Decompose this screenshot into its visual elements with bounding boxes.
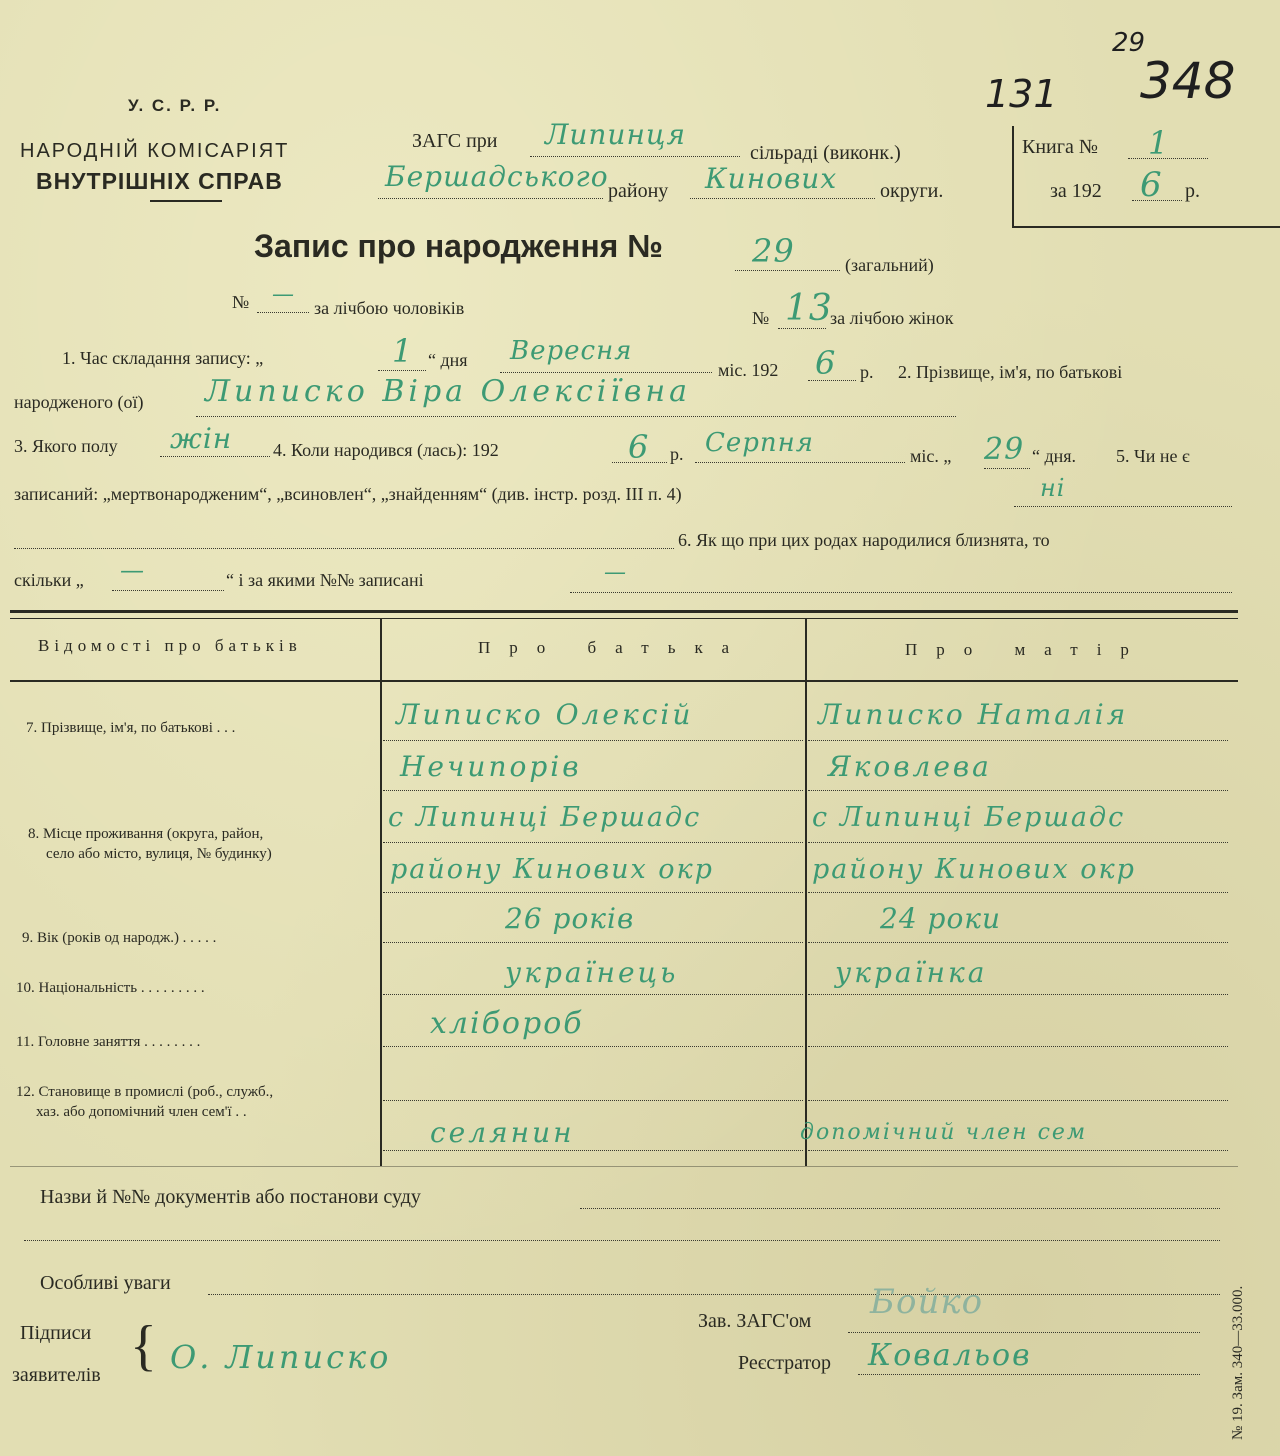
book-box-left [1012, 126, 1014, 226]
table-header-col3: Про матір [905, 640, 1148, 659]
f1-r: р. [860, 362, 874, 382]
table-rowline-3b [808, 842, 1228, 843]
f1-month-value: Вересня [510, 336, 633, 366]
f4-month-value: Серпня [705, 428, 815, 458]
table-rowline-8a [383, 1100, 803, 1101]
f6-numbers-line [570, 592, 1232, 593]
table-rowline-3a [383, 842, 803, 843]
table-row-label-11: 11. Головне заняття . . . . . . . . [16, 1034, 201, 1050]
f6-line2a: скільки „ [14, 570, 84, 590]
table-row-label-8b: село або місто, вулиця, № будинку) [46, 846, 272, 862]
f1-day-line [378, 370, 426, 371]
table-rowline-5b [808, 942, 1228, 943]
docs-line-2 [24, 1240, 1220, 1241]
zags-village-line [530, 156, 740, 157]
female-count-label: за лічбою жінок [830, 308, 954, 328]
registrar-line [858, 1374, 1200, 1375]
f5-label: 5. Чи не є [1116, 446, 1190, 466]
f5-value: ні [1040, 474, 1066, 502]
f3-line [160, 456, 270, 457]
f4-mis: міс. „ [910, 446, 952, 466]
father-place-1: с Липинці Бершадс [388, 802, 702, 833]
table-bottom-rule [10, 1166, 1238, 1167]
table-rowline-2a [383, 790, 803, 791]
book-year-digit: 6 [1140, 165, 1163, 205]
f4-day-suffix: “ дня. [1032, 446, 1077, 466]
table-rowline-9a [383, 1150, 803, 1151]
f6-blank-line [14, 548, 674, 549]
book-year-suffix: р. [1185, 180, 1200, 202]
male-count-line [257, 312, 309, 313]
table-row-label-10: 10. Національність . . . . . . . . . [16, 980, 205, 996]
okrug-label: округи. [880, 180, 944, 202]
male-count-label: за лічбою чоловіків [314, 298, 465, 318]
father-name-1: Липиско Олексій [396, 698, 694, 731]
f1-mis: міс. 192 [718, 360, 779, 380]
f1-day-suffix: “ дня [428, 350, 468, 370]
district-value: Бершадського [385, 160, 609, 193]
mother-status: допомічний член сем [800, 1120, 1088, 1145]
table-top-rule [10, 610, 1238, 613]
f4-r: р. [670, 444, 684, 464]
mother-place-1: с Липинці Бершадс [812, 802, 1126, 833]
table-header-rule [10, 680, 1238, 682]
okrug-value: Кинових [705, 162, 838, 195]
born-label: народженого (ої) [14, 392, 144, 412]
f6-label: 6. Як що при цих родах народилися близнята, то [678, 530, 1050, 550]
f6-value: — [120, 556, 145, 584]
f2-label: 2. Прізвище, ім'я, по батькові [898, 362, 1123, 382]
docs-label: Назви й №№ документів або постанови суду [40, 1186, 421, 1208]
father-status: селянин [430, 1116, 575, 1149]
table-col-divider-1 [380, 618, 382, 1166]
f4-day-value: 29 [984, 432, 1025, 467]
table-header-col2: Про батька [478, 638, 749, 657]
f1-year-value: 6 [815, 344, 837, 382]
district-line [378, 198, 603, 199]
father-age: 26 років [505, 902, 635, 935]
f5-line [1014, 506, 1232, 507]
book-year-prefix: за 192 [1050, 180, 1102, 202]
f6-value2: — [604, 560, 627, 585]
record-title: Запис про народження № [254, 228, 663, 264]
archive-number-a: 131 [985, 72, 1058, 116]
f4-label: 4. Коли народився (лась): 192 [273, 440, 499, 460]
zags-village-value: Липинця [545, 118, 686, 151]
registrar-signature: Ковальов [868, 1338, 1032, 1373]
book-label: Книга № [1022, 136, 1098, 158]
head-line [848, 1332, 1200, 1333]
father-occupation: хлібороб [430, 1006, 584, 1041]
table-rowline-2b [808, 790, 1228, 791]
female-count-prefix: № [752, 308, 770, 328]
table-rowline-6b [808, 994, 1228, 995]
table-rowline-7b [808, 1046, 1228, 1047]
head-signature: Бойко [870, 1282, 984, 1322]
table-rowline-7a [383, 1046, 803, 1047]
f6-line2b: “ і за якими №№ записані [226, 570, 424, 590]
table-header-col1: Відомості про батьків [38, 636, 302, 655]
table-rowline-6a [383, 994, 803, 995]
record-number-line [735, 270, 840, 271]
header-divider [150, 200, 222, 202]
male-count-prefix: № [232, 292, 250, 312]
table-row-label-9: 9. Вік (років од народж.) . . . . . [22, 930, 217, 946]
table-rowline-4a [383, 892, 803, 893]
registrar-label: Реєстратор [738, 1352, 832, 1374]
f4-year-value: 6 [628, 428, 650, 466]
notes-label: Особливі уваги [40, 1272, 171, 1294]
mother-name-2: Яковлева [828, 750, 992, 783]
zags-prefix: ЗАГС при [412, 130, 498, 152]
table-rowline-9b [808, 1150, 1228, 1151]
male-count-value: — [272, 282, 295, 307]
father-name-2: Нечипорів [400, 750, 582, 783]
table-rowline-5a [383, 942, 803, 943]
table-col-divider-2 [805, 618, 807, 1166]
table-top-rule-thin [10, 618, 1238, 619]
sign-label-2: заявителів [12, 1364, 101, 1386]
table-rowline-1b [808, 740, 1228, 741]
record-general-label: (загальний) [845, 255, 934, 275]
table-rowline-4b [808, 892, 1228, 893]
book-box-bottom [1012, 226, 1280, 228]
record-number-value: 29 [752, 232, 795, 270]
female-count-value: 13 [785, 288, 833, 329]
archive-number-c: 348 [1140, 52, 1236, 110]
f1-day-value: 1 [392, 332, 414, 370]
mother-age: 24 роки [880, 902, 1002, 935]
book-number-value: 1 [1148, 124, 1170, 162]
f4-day-line [984, 468, 1030, 469]
f5-line2: записаний: „мертвонародженим“, „всиновлен“, „знайденням“ (див. інстр. розд. III п. 4) [14, 484, 682, 504]
sign-label-1: Підписи [20, 1322, 92, 1344]
f3-value: жін [170, 422, 233, 455]
ministry-line2: ВНУТРІШНІХ СПРАВ [36, 168, 283, 194]
sign-value: О. Липиско [170, 1338, 392, 1376]
table-row-label-12b: хаз. або допомічний член сем'ї . . [36, 1104, 247, 1120]
f1-label: 1. Час складання запису: „ [62, 348, 264, 368]
district-label: району [608, 180, 669, 202]
father-nationality: українець [505, 956, 679, 989]
table-row-label-8: 8. Місце проживання (округа, район, [28, 826, 264, 842]
sign-brace: { [130, 1315, 157, 1377]
f1-month-line [500, 372, 712, 373]
mother-place-2: району Кинових окр [812, 854, 1136, 885]
print-run-note: № 19. Зам. 340—33.000. [1230, 1285, 1246, 1440]
ministry-line1: НАРОДНІЙ КОМІСАРІЯТ [20, 140, 290, 162]
notes-line [208, 1294, 1220, 1295]
f4-month-line [695, 462, 905, 463]
zags-suffix: сільраді (виконк.) [750, 142, 901, 164]
f6-count-line [112, 590, 224, 591]
docs-line-1 [580, 1208, 1220, 1209]
mother-name-1: Липиско Наталія [818, 698, 1129, 731]
f3-label: 3. Якого полу [14, 436, 118, 456]
table-row-label-7: 7. Прізвище, ім'я, по батькові . . . [26, 720, 236, 736]
table-row-label-12: 12. Становище в промислі (роб., служб., [16, 1084, 274, 1100]
head-label: Зав. ЗАГС'ом [698, 1310, 812, 1332]
ussr-label: У. С. Р. Р. [128, 96, 222, 115]
father-place-2: району Кинових окр [390, 854, 714, 885]
okrug-line [690, 198, 875, 199]
table-rowline-8b [808, 1100, 1228, 1101]
archive-number-b: 29 [1112, 28, 1146, 58]
table-rowline-1a [383, 740, 803, 741]
born-value: Липиско Віра Олексіївна [205, 374, 692, 409]
born-line [196, 416, 956, 417]
mother-nationality: українка [835, 956, 988, 989]
